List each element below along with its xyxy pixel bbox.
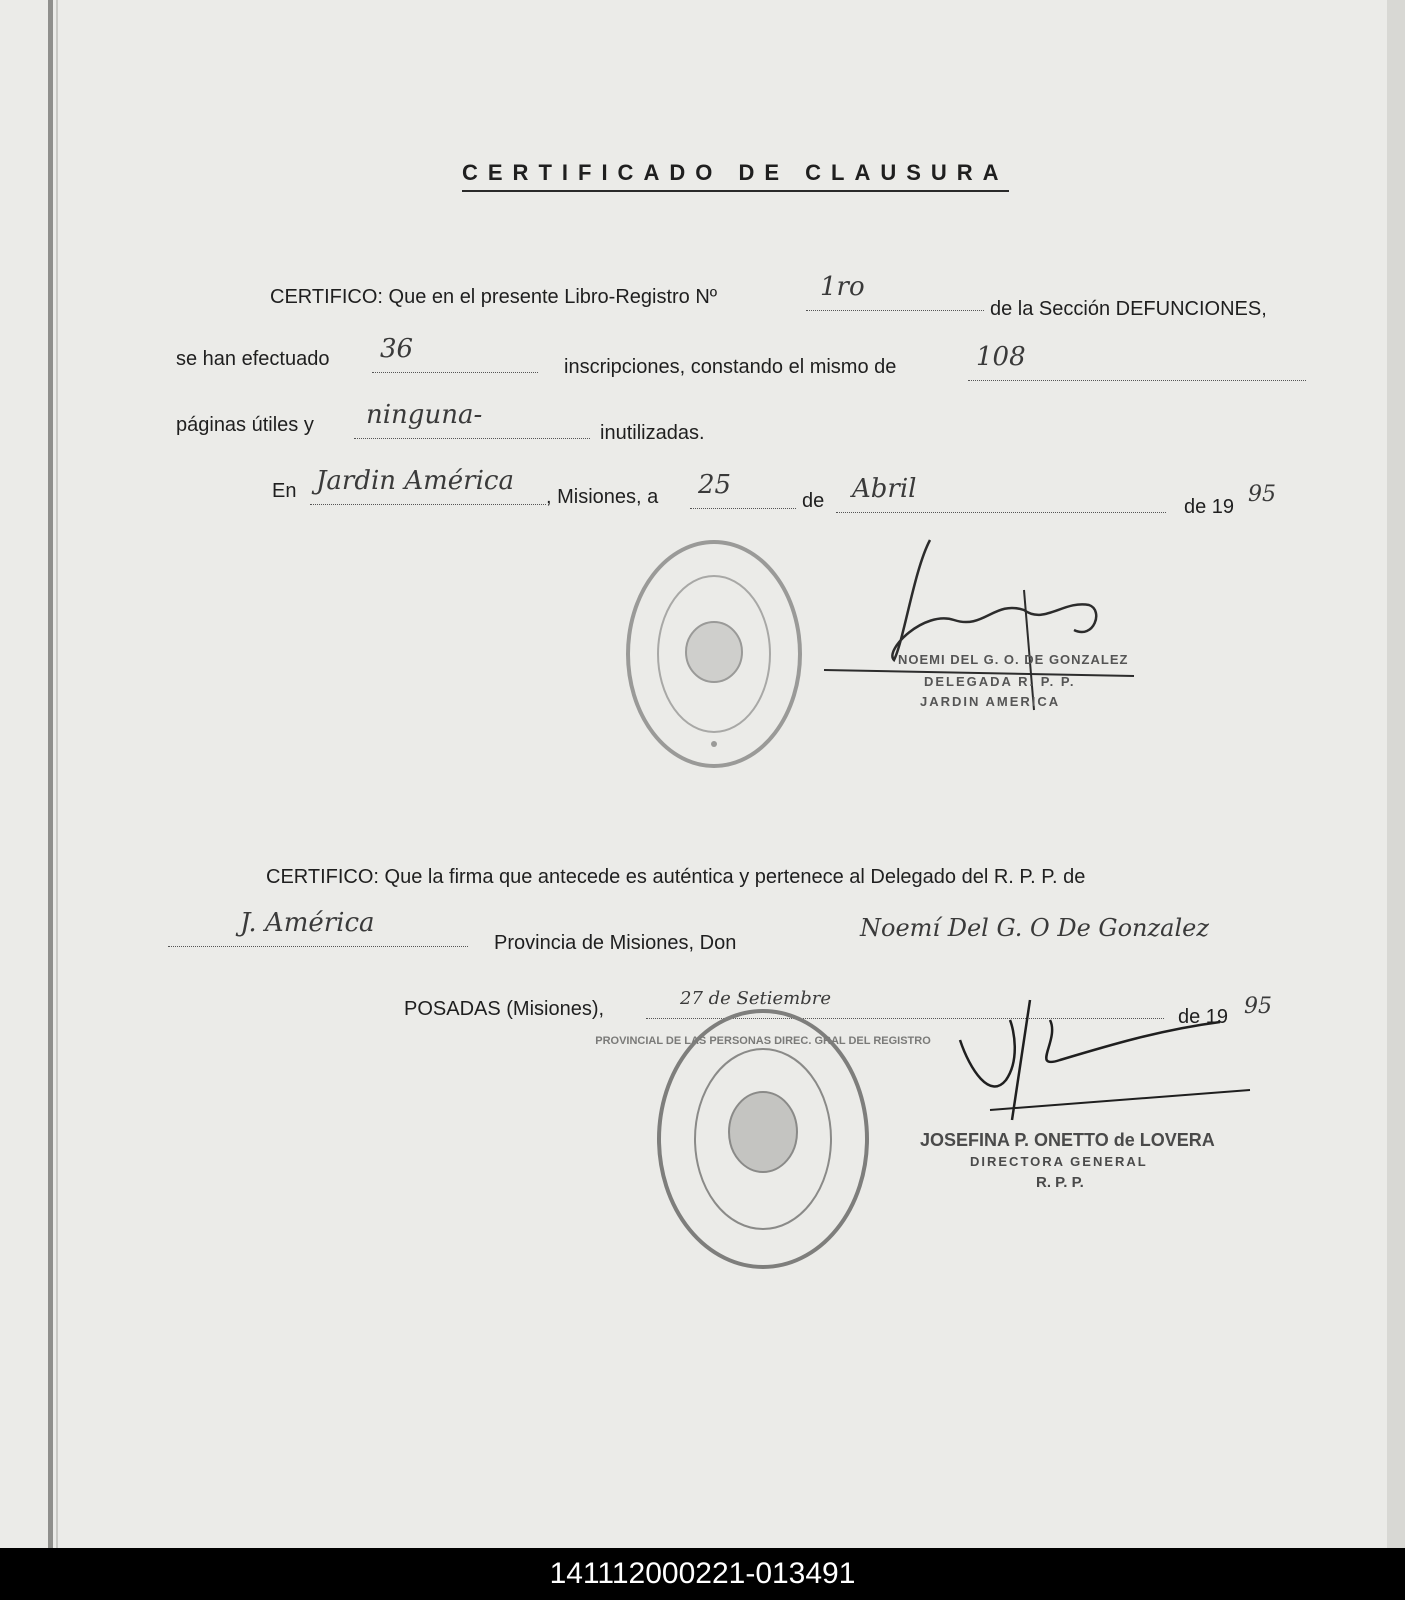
inscripciones-line	[372, 372, 538, 373]
delegate-signature	[824, 530, 1144, 720]
cert1-line4-misiones: , Misiones, a	[546, 486, 659, 508]
cert2-line2-start: Provincia de Misiones, Don	[494, 932, 737, 954]
cert1-line4-year-prefix: de 19	[1184, 496, 1235, 518]
registry-seal-1	[622, 534, 806, 774]
lugar-line	[310, 504, 546, 505]
cert1-line4-de: de	[802, 490, 825, 512]
cert1-line1-start: CERTIFICO: Que en el presente Libro-Registro Nº	[270, 286, 718, 308]
director-signature	[950, 1000, 1270, 1140]
cert2-line1: CERTIFICO: Que la firma que antecede es auténtica y pertenece al Delegado del R. P. P. de	[266, 866, 1086, 888]
page-fold-shadow	[56, 0, 58, 1548]
paginas-line	[968, 380, 1306, 381]
delegate-stamp-place: JARDIN AMERICA	[920, 694, 1061, 709]
anio-value: 95	[1248, 482, 1276, 507]
dia-line	[690, 508, 796, 509]
cert1-line4-en: En	[272, 480, 297, 502]
anio2-value: 95	[1244, 994, 1272, 1019]
inutilizadas-line	[354, 438, 590, 439]
page-fold	[48, 0, 53, 1548]
lugar-value: Jardin América	[316, 466, 514, 496]
dia-value: 25	[698, 470, 732, 500]
fecha-value: 27 de Setiembre	[680, 988, 831, 1009]
cert1-line3-end: inutilizadas.	[600, 422, 705, 444]
director-stamp-name: JOSEFINA P. ONETTO de LOVERA	[920, 1130, 1215, 1150]
nombre-value: Noemí Del G. O De Gonzalez	[860, 914, 1209, 942]
localidad-value: J. América	[240, 908, 375, 938]
delegate-stamp-name: NOEMI DEL G. O. DE GONZALEZ	[898, 652, 1129, 667]
cert1-line1-end: de la Sección DEFUNCIONES,	[990, 298, 1267, 320]
cert1-line2-start: se han efectuado	[176, 348, 330, 370]
document-id-footer: 141112000221-013491	[0, 1548, 1405, 1600]
page-edge	[1387, 0, 1405, 1548]
mes-value: Abril	[852, 474, 917, 504]
director-stamp-role: DIRECTORA GENERAL	[970, 1154, 1148, 1169]
localidad-line	[168, 946, 468, 947]
inscripciones-value: 36	[380, 334, 414, 364]
director-stamp-org: R. P. P.	[1036, 1174, 1084, 1191]
cert1-line2-mid: inscripciones, constando el mismo de	[564, 356, 897, 378]
delegate-stamp-role: DELEGADA R. P. P.	[924, 674, 1076, 689]
libro-num-value: 1ro	[820, 272, 865, 302]
inutilizadas-value: ninguna-	[366, 400, 483, 430]
registry-seal-2	[595, 1004, 931, 1274]
paginas-value: 108	[976, 342, 1026, 372]
cert2-line3-start: POSADAS (Misiones),	[404, 998, 605, 1020]
mes-line	[836, 512, 1166, 513]
document-title: CERTIFICADO DE CLAUSURA	[462, 160, 1009, 192]
seal-2-legend: PROVINCIAL DE LAS PERSONAS DIREC. GRAL DEL REGISTRO	[595, 1035, 931, 1047]
cert1-line3-start: páginas útiles y	[176, 414, 314, 436]
libro-num-line	[806, 310, 984, 311]
cert2-line3-year-prefix: de 19	[1178, 1006, 1229, 1028]
